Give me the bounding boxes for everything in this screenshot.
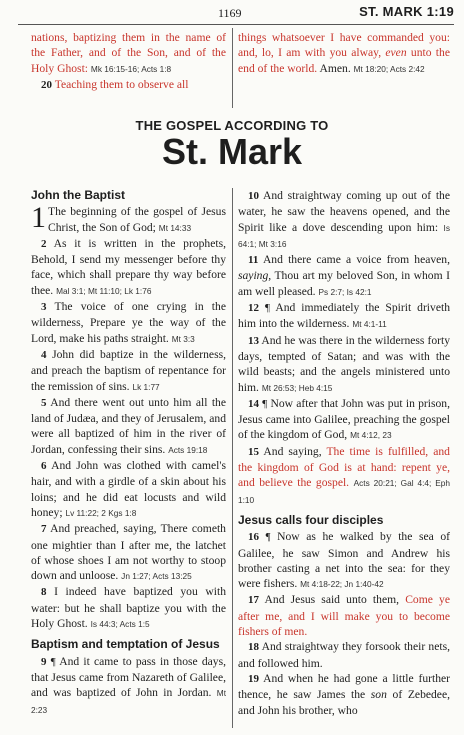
section-heading: John the Baptist <box>31 188 126 202</box>
verse-number: 19 <box>248 672 259 685</box>
verse-number: 20 <box>41 78 52 91</box>
pilcrow-mark: ¶ <box>265 302 270 315</box>
verse-6 <box>31 458 226 521</box>
verse-text: And Jesus said unto them, <box>264 593 400 607</box>
verse-5 <box>31 395 226 458</box>
right-column <box>238 188 450 718</box>
matthew-end-right <box>238 30 450 77</box>
xref: Mt 18:20; Acts 2:42 <box>353 63 425 74</box>
verse-text: And it came to pass in those days, that Jesus came from Nazareth of Galilee, and was baptized of John in Jordan. <box>31 654 226 700</box>
book-title: St. Mark <box>161 131 303 172</box>
verse-text: I indeed have baptized you with water: but he shall baptize you with the Holy Ghost. <box>31 585 226 631</box>
verse-number: 12 <box>248 302 259 315</box>
verse-number: 9 <box>41 655 47 668</box>
verse-text: And there came a voice from heaven, <box>262 253 451 267</box>
xref: Lk 1:77 <box>132 381 160 392</box>
verse-text: The beginning of the gospel of Jesus Christ, the Son of God; <box>48 205 226 234</box>
matthew-28-20-text: Teaching them to observe all <box>54 77 189 91</box>
xref: Acts 19:18 <box>168 444 208 455</box>
italic-word: saying, <box>238 269 272 283</box>
matthew-end-left <box>31 30 226 93</box>
xref: Acts 20:21; Gal 4:4; Eph 1:10 <box>238 478 450 505</box>
verse-4 <box>31 347 226 395</box>
pilcrow-mark: ¶ <box>265 531 271 544</box>
verse-number: 7 <box>41 523 47 536</box>
verse-number: 10 <box>248 190 259 202</box>
xref: Is 64:1; Mt 3:16 <box>238 222 451 249</box>
pilcrow-mark: ¶ <box>262 397 268 410</box>
matthew-28-20-end: unto the end of the world. <box>238 46 450 75</box>
verse-15 <box>238 444 450 508</box>
verse-7 <box>31 521 226 584</box>
verse-text: And when he had gone a little further thence, he saw James the <box>238 671 451 702</box>
verse-number: 16 <box>248 531 259 544</box>
xref: Mt 2:23 <box>31 688 226 715</box>
words-of-christ: The time is fulfilled, and the kingdom of God is at hand: repent ye, and believe the gospel. <box>238 444 450 490</box>
italic-word: son <box>370 688 387 702</box>
left-column <box>31 188 226 718</box>
verse-18 <box>238 639 450 671</box>
verse-16 <box>238 529 450 592</box>
header-rule <box>18 24 454 25</box>
xref: Mt 4:18-22; Jn 1:40-42 <box>300 579 384 590</box>
verse-text: And he was there in the wilderness forty days, tempted of Satan; and was with the wild beasts; and the angels ministered unto him. <box>238 333 450 394</box>
verse-17 <box>238 592 450 639</box>
verse-1 <box>31 201 226 236</box>
book-subtitle: THE GOSPEL ACCORDING TO <box>135 118 329 133</box>
verse-number: 6 <box>41 460 47 473</box>
verse-text: And straightway coming up out of the water, he saw the heavens opened, and the Spirit like a dove descending upon him: <box>238 189 450 234</box>
xref: Mk 16:15-16; Acts 1:8 <box>90 63 172 74</box>
verse-12 <box>238 300 450 333</box>
pilcrow-mark: ¶ <box>50 655 56 668</box>
verse-number: 5 <box>41 396 47 409</box>
verse-text: As it is written in the prophets, Behold, I send my messenger before thy face, which shall prepare thy way before thee. <box>31 236 226 297</box>
column-divider-main <box>232 188 233 728</box>
xref: Ps 2:7; Is 42:1 <box>318 286 372 297</box>
verse-19 <box>238 671 450 718</box>
verse-text: The voice of one crying in the wilderness, Prepare ye the way of the Lord, make his paths straight. <box>31 300 226 345</box>
verse-14 <box>238 396 450 444</box>
verse-text: And there went out unto him all the land of Judæa, and they of Jerusalem, and were all baptized of him in the river of Jordan, confessing their sins. <box>31 395 226 456</box>
matthew-28-19-text: nations, baptizing them in the name of the Father, and of the Son, and of the Holy Ghost: <box>31 31 226 75</box>
xref: Is 44:3; Acts 1:5 <box>90 619 150 630</box>
words-of-christ: Come ye after me, and I will make you to become fishers of men. <box>238 593 450 639</box>
verse-13 <box>238 333 450 396</box>
chapter-number: 1 <box>31 201 46 235</box>
verse-10 <box>238 188 450 252</box>
column-divider-top <box>232 28 233 108</box>
running-title: ST. MARK 1:19 <box>359 4 454 19</box>
xref: Mal 3:1; Mt 11:10; Lk 1:76 <box>56 285 152 296</box>
xref: Jn 1:27; Acts 13:25 <box>121 571 192 582</box>
xref: Mt 4:12, 23 <box>350 430 392 441</box>
verse-text: And preached, saying, There cometh one mightier than I after me, the latchet of whose shoes I am not worthy to stoop down and unloose. <box>31 522 226 583</box>
verse-11 <box>238 252 450 300</box>
verse-8 <box>31 584 226 632</box>
xref: Mt 26:53; Heb 4:15 <box>261 382 333 393</box>
verse-number: 15 <box>248 445 259 458</box>
verse-number: 13 <box>248 334 259 347</box>
verse-text: And straightway they forsook their nets, and followed him. <box>238 640 450 670</box>
section-heading: Baptism and temptation of Jesus <box>31 637 220 652</box>
page-header <box>0 0 464 26</box>
verse-2 <box>31 236 226 299</box>
xref: Mt 3:3 <box>171 333 195 344</box>
verse-text: And immediately the Spirit driveth him into the wilderness. <box>238 301 450 331</box>
matthew-28-20-cont: things whatsoever I have commanded you: and, lo, I am with you alway, <box>238 31 450 60</box>
verse-number: 11 <box>248 254 259 267</box>
verse-text: Now after that John was put in prison, Jesus came into Galilee, preaching the gospel of the kingdom of God, <box>238 396 450 442</box>
xref: Mt 14:33 <box>158 222 192 233</box>
verse-number: 8 <box>41 586 47 599</box>
amen-text: Amen. <box>319 61 351 75</box>
verse-number: 3 <box>41 301 47 314</box>
verse-text: Thou art my beloved Son, in whom I am well pleased. <box>238 269 450 298</box>
verse-number: 2 <box>41 237 47 250</box>
verse-text: Now as he walked by the sea of Galilee, he saw Simon and Andrew his brother casting a net into the sea: for they were fishers. <box>238 530 450 591</box>
verse-3 <box>31 299 226 347</box>
verse-number: 17 <box>248 594 259 607</box>
verse-text: And saying, <box>263 444 322 458</box>
section-heading: Jesus calls four disciples <box>238 512 384 527</box>
verse-text: John did baptize in the wilderness, and preach the baptism of repentance for the remission of sins. <box>31 347 226 393</box>
verse-number: 14 <box>248 397 259 410</box>
italic-word: even <box>385 46 407 60</box>
verse-number: 18 <box>248 641 259 654</box>
page-number: 1169 <box>218 6 242 20</box>
verse-9 <box>31 654 226 718</box>
xref: Mt 4:1-11 <box>352 319 387 330</box>
verse-text: of Zebedee, and John his brother, who <box>238 688 450 717</box>
xref: Lv 11:22; 2 Kgs 1:8 <box>65 507 137 518</box>
verse-text: And John was clothed with camel's hair, and with a girdle of a skin about his loins; and he did eat locusts and wild honey; <box>31 459 227 519</box>
verse-number: 4 <box>41 348 47 361</box>
